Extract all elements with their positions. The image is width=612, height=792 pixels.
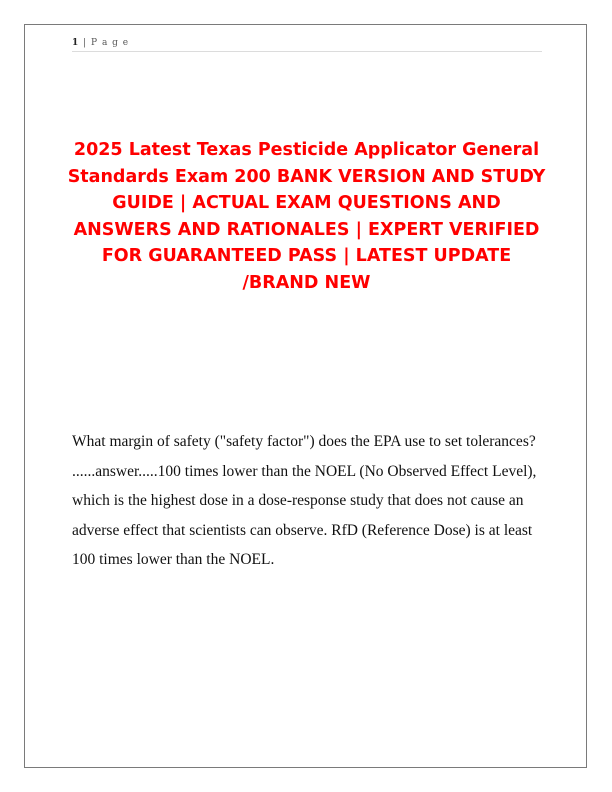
page-header	[72, 36, 542, 52]
header-separator: |	[79, 38, 92, 48]
document-title: 2025 Latest Texas Pesticide Applicator General Standards Exam 200 BANK VERSION AND STUDY GUIDE | ACTUAL EXAM QUESTIONS AND ANSWERS AND RATIONALES | EXPERT VERIFIED FOR GUARANTEED PASS | LATEST UPDATE /BRAND NEW	[67, 140, 546, 293]
document-page	[24, 24, 587, 768]
page-number: 1	[72, 38, 80, 48]
page-label: P a g e	[91, 38, 130, 48]
question-answer-paragraph: What margin of safety ("safety factor") does the EPA use to set tolerances? ......answer.....100 times lower than the NOEL (No Observed Effect Level), which is the highest dose in a dose-response study that does not cause an adverse effect that scientists can observe. RfD (Reference Dose) is at least 100 times lower than the NOEL.	[72, 433, 537, 568]
